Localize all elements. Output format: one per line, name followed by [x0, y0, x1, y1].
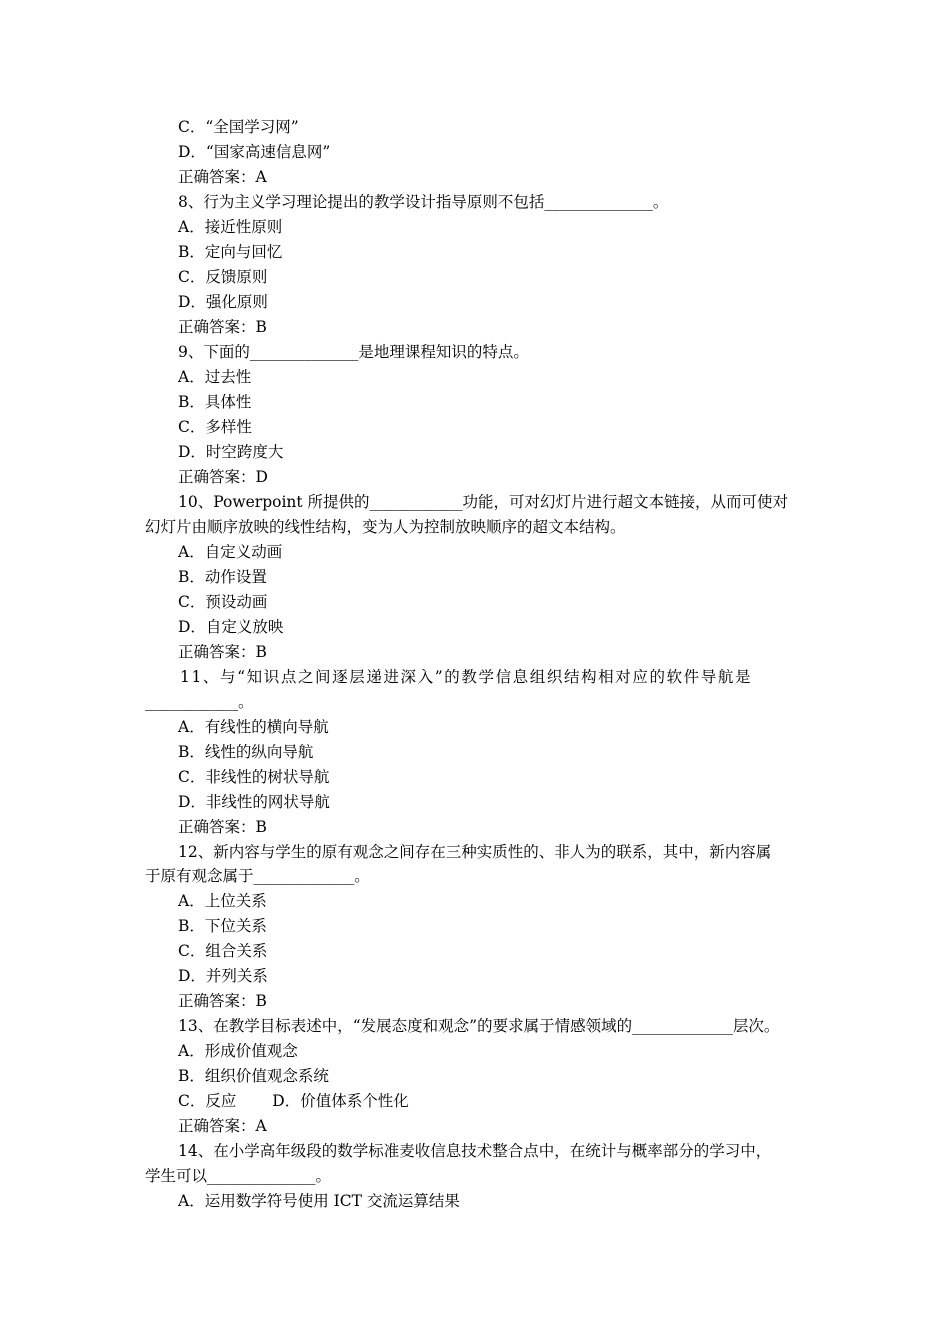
option-b: B．动作设置: [178, 568, 267, 586]
answer: 正确答案：B: [178, 643, 267, 661]
option-a: A．形成价值观念: [178, 1042, 298, 1060]
option-a: A．运用数学符号使用 ICT 交流运算结果: [178, 1192, 460, 1210]
option-d: D．并列关系: [178, 967, 268, 985]
question-13: 13、在教学目标表述中，“发展态度和观念”的要求属于情感领域的_____________层次。: [178, 1017, 780, 1035]
question-11: 11、与“知识点之间逐层递进深入”的教学信息组织结构相对应的软件导航是: [180, 668, 753, 686]
question-12: 12、新内容与学生的原有观念之间存在三种实质性的、非人为的联系，其中，新内容属: [178, 843, 772, 861]
question-10-cont: 幻灯片由顺序放映的线性结构，变为人为控制放映顺序的超文本结构。: [145, 518, 626, 536]
option-b: B．具体性: [178, 393, 252, 411]
answer: 正确答案：A: [178, 1117, 267, 1135]
answer: 正确答案：B: [178, 818, 267, 836]
option-c: C．“全国学习网”: [178, 118, 299, 136]
option-a: A．有线性的横向导航: [178, 718, 329, 736]
option-c-d: C．反应 D．价值体系个性化: [178, 1092, 409, 1110]
answer: 正确答案：A: [178, 168, 267, 186]
answer: 正确答案：B: [178, 992, 267, 1010]
option-d: D．时空跨度大: [178, 443, 284, 461]
question-14-cont: 学生可以______________。: [145, 1167, 332, 1185]
question-14: 14、在小学高年级段的数学标准麦收信息技术整合点中，在统计与概率部分的学习中，: [178, 1142, 772, 1160]
option-b: B．组织价值观念系统: [178, 1067, 329, 1085]
option-a: A．上位关系: [178, 892, 267, 910]
option-c: C．非线性的树状导航: [178, 768, 330, 786]
option-c: C．多样性: [178, 418, 252, 436]
question-11-cont: ____________。: [145, 693, 254, 711]
question-12-cont: 于原有观念属于_____________。: [145, 867, 370, 885]
option-c: C．组合关系: [178, 942, 268, 960]
option-a: A．接近性原则: [178, 218, 283, 236]
option-d: D．强化原则: [178, 293, 268, 311]
option-b: B．下位关系: [178, 917, 267, 935]
option-d: D．非线性的网状导航: [178, 793, 330, 811]
answer: 正确答案：B: [178, 318, 267, 336]
option-a: A．自定义动画: [178, 543, 283, 561]
option-d: D．自定义放映: [178, 618, 284, 636]
option-c: C．反馈原则: [178, 268, 268, 286]
option-b: B．定向与回忆: [178, 243, 283, 261]
option-b: B．线性的纵向导航: [178, 743, 314, 761]
answer: 正确答案：D: [178, 468, 268, 486]
option-d: D．“国家高速信息网”: [178, 143, 331, 161]
question-10: 10、Powerpoint 所提供的____________功能，可对幻灯片进行超文本链接，从而可使对: [178, 493, 789, 511]
question-8: 8、行为主义学习理论提出的教学设计指导原则不包括______________。: [178, 193, 669, 211]
question-9: 9、下面的______________是地理课程知识的特点。: [178, 343, 529, 361]
option-a: A．过去性: [178, 368, 252, 386]
option-c: C．预设动画: [178, 593, 268, 611]
